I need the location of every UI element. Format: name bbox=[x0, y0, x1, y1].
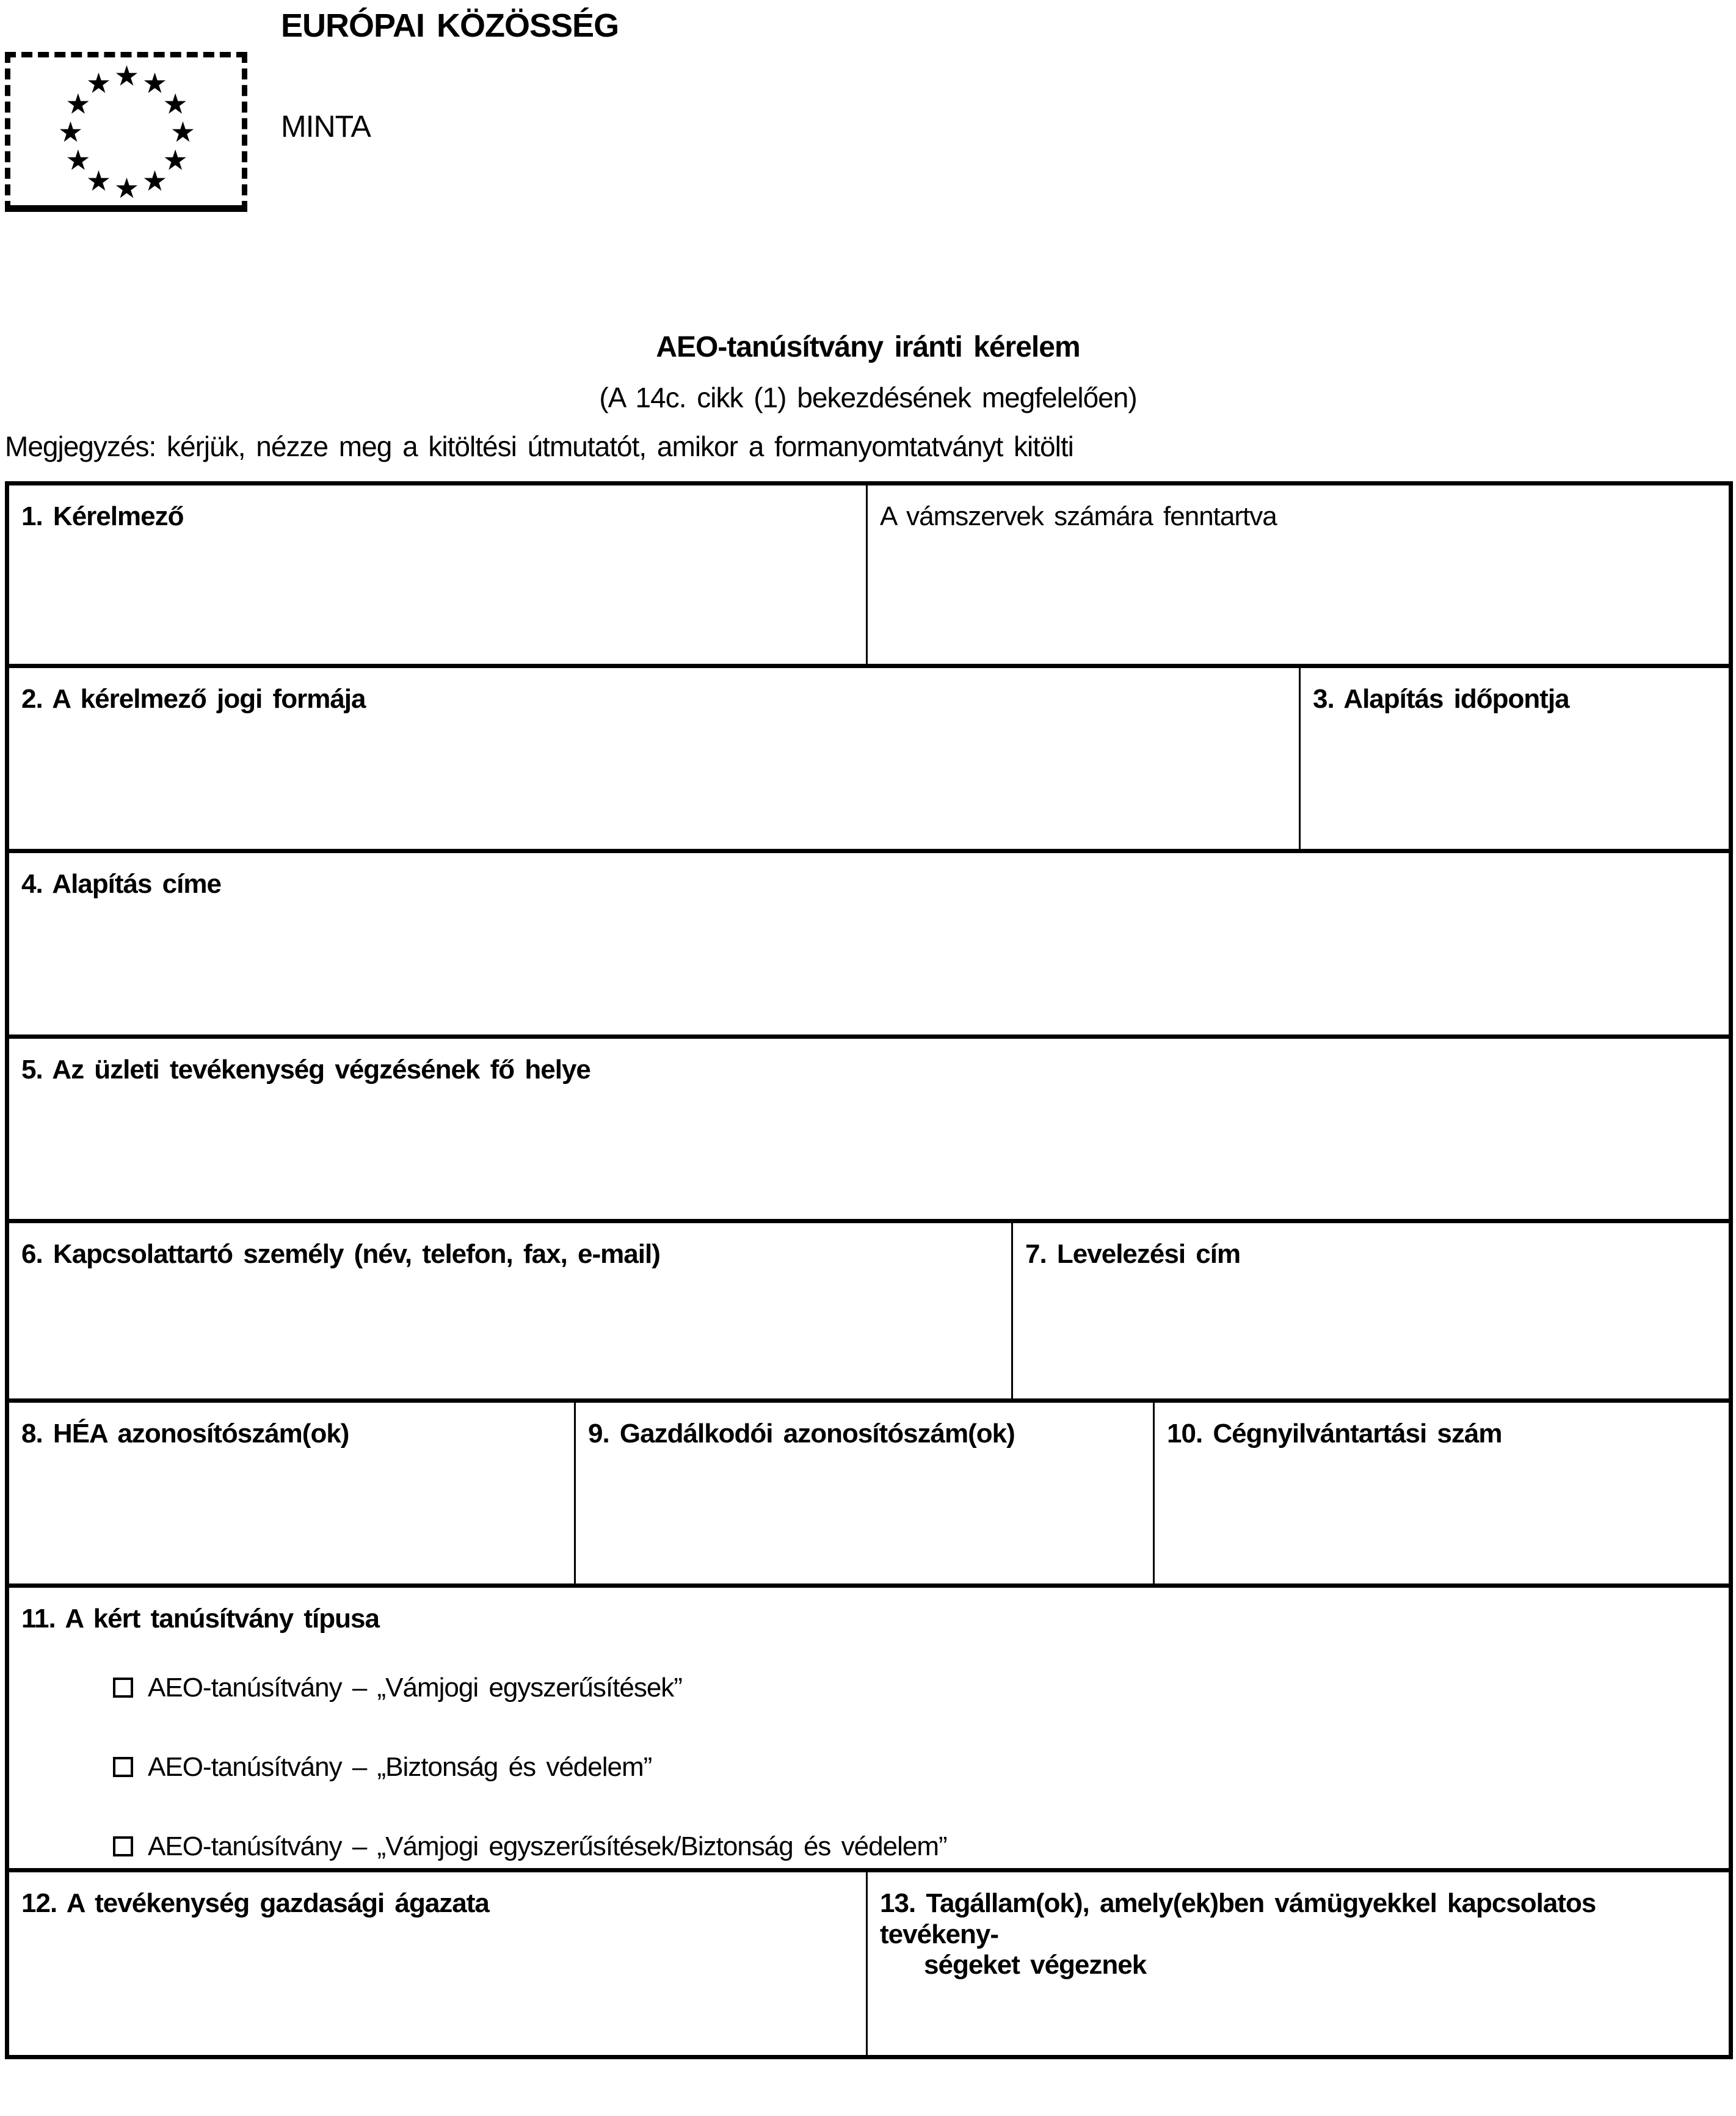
box-7-label: 7. Levelezési cím bbox=[1025, 1239, 1241, 1269]
box-4-establishment-address bbox=[9, 853, 1729, 1034]
box-1-applicant bbox=[9, 485, 868, 664]
row-8-9-10 bbox=[9, 1403, 1729, 1588]
box-12-economic-sector bbox=[9, 1872, 868, 2055]
option-security-safety-label: AEO-tanúsítvány – „Biztonság és védelem” bbox=[148, 1751, 652, 1782]
box-9-trader-ids bbox=[576, 1403, 1155, 1583]
box-13-label-line2: ségeket végeznek bbox=[924, 1950, 1147, 1980]
checkbox-customs-simplifications[interactable] bbox=[113, 1678, 133, 1698]
box-4-label: 4. Alapítás címe bbox=[21, 869, 221, 899]
box-6-contact-person bbox=[9, 1223, 1013, 1398]
row-5 bbox=[9, 1039, 1729, 1223]
document-title: AEO-tanúsítvány iránti kérelem bbox=[656, 331, 1080, 363]
checkbox-combined[interactable] bbox=[113, 1836, 133, 1856]
option-combined-label: AEO-tanúsítvány – „Vámjogi egyszerűsítések/Biztonság és védelem” bbox=[148, 1831, 947, 1861]
option-security-safety bbox=[113, 1752, 1714, 1783]
checkbox-security-safety[interactable] bbox=[113, 1757, 133, 1777]
eu-star-icon: ★ bbox=[170, 116, 195, 148]
box-1-label: 1. Kérelmező bbox=[21, 501, 184, 531]
box-customs-reserved bbox=[868, 485, 1729, 664]
eu-star-icon: ★ bbox=[65, 144, 90, 176]
customs-reserved-label: A vámszervek számára fenntartva bbox=[880, 501, 1277, 531]
option-customs-simplifications bbox=[113, 1673, 1714, 1703]
box-11-label: 11. A kért tanúsítvány típusa bbox=[21, 1604, 379, 1634]
eu-star-icon: ★ bbox=[162, 88, 187, 120]
eu-star-icon: ★ bbox=[142, 164, 167, 197]
eu-flag-stars bbox=[10, 57, 242, 205]
row-1 bbox=[9, 485, 1729, 668]
eu-star-icon: ★ bbox=[114, 172, 139, 204]
row-11 bbox=[9, 1588, 1729, 1872]
box-7-postal-address bbox=[1013, 1223, 1729, 1398]
row-2-3 bbox=[9, 668, 1729, 853]
box-2-label: 2. A kérelmező jogi formája bbox=[21, 684, 366, 714]
community-title: EURÓPAI KÖZÖSSÉG bbox=[281, 7, 619, 44]
eu-star-icon: ★ bbox=[162, 144, 187, 176]
document-subtitle: (A 14c. cikk (1) bekezdésének megfelelően) bbox=[599, 382, 1137, 413]
box-9-label: 9. Gazdálkodói azonosítószám(ok) bbox=[588, 1419, 1015, 1449]
document-note: Megjegyzés: kérjük, nézze meg a kitöltési útmutatót, amikor a formanyomtatványt kitölti bbox=[5, 431, 1073, 462]
box-5-main-place-of-business bbox=[9, 1039, 1729, 1219]
box-13-label-line1: 13. Tagállam(ok), amely(ek)ben vámügyekkel kapcsolatos tevékeny- bbox=[880, 1888, 1596, 1949]
application-form-table bbox=[5, 481, 1733, 2059]
box-8-label: 8. HÉA azonosítószám(ok) bbox=[21, 1419, 349, 1449]
specimen-label: MINTA bbox=[281, 109, 371, 144]
eu-star-icon: ★ bbox=[85, 67, 111, 100]
box-10-label: 10. Cégnyilvántartási szám bbox=[1167, 1419, 1502, 1449]
option-customs-simplifications-label: AEO-tanúsítvány – „Vámjogi egyszerűsítések” bbox=[148, 1672, 682, 1703]
box-8-vat-ids bbox=[9, 1403, 576, 1583]
row-4 bbox=[9, 853, 1729, 1039]
box-6-label: 6. Kapcsolattartó személy (név, telefon, fax, e-mail) bbox=[21, 1239, 660, 1269]
eu-star-icon: ★ bbox=[85, 164, 111, 197]
row-6-7 bbox=[9, 1223, 1729, 1403]
box-2-legal-status bbox=[9, 668, 1301, 849]
eu-star-icon: ★ bbox=[114, 60, 139, 92]
box-10-registration-number bbox=[1155, 1403, 1729, 1583]
row-12-13 bbox=[9, 1872, 1729, 2055]
eu-star-icon: ★ bbox=[65, 88, 90, 120]
box-12-label: 12. A tevékenység gazdasági ágazata bbox=[21, 1888, 489, 1918]
box-11-certificate-type bbox=[9, 1588, 1729, 1868]
box-13-member-states bbox=[868, 1872, 1729, 2055]
box-3-establishment-date bbox=[1301, 668, 1729, 849]
box-13-label bbox=[880, 1888, 1714, 1981]
box-3-label: 3. Alapítás időpontja bbox=[1313, 684, 1569, 714]
option-combined bbox=[113, 1831, 1714, 1862]
eu-star-icon: ★ bbox=[142, 67, 167, 100]
eu-flag-icon bbox=[5, 52, 247, 212]
box-5-label: 5. Az üzleti tevékenység végzésének fő helye bbox=[21, 1055, 590, 1085]
eu-star-icon: ★ bbox=[57, 116, 83, 148]
